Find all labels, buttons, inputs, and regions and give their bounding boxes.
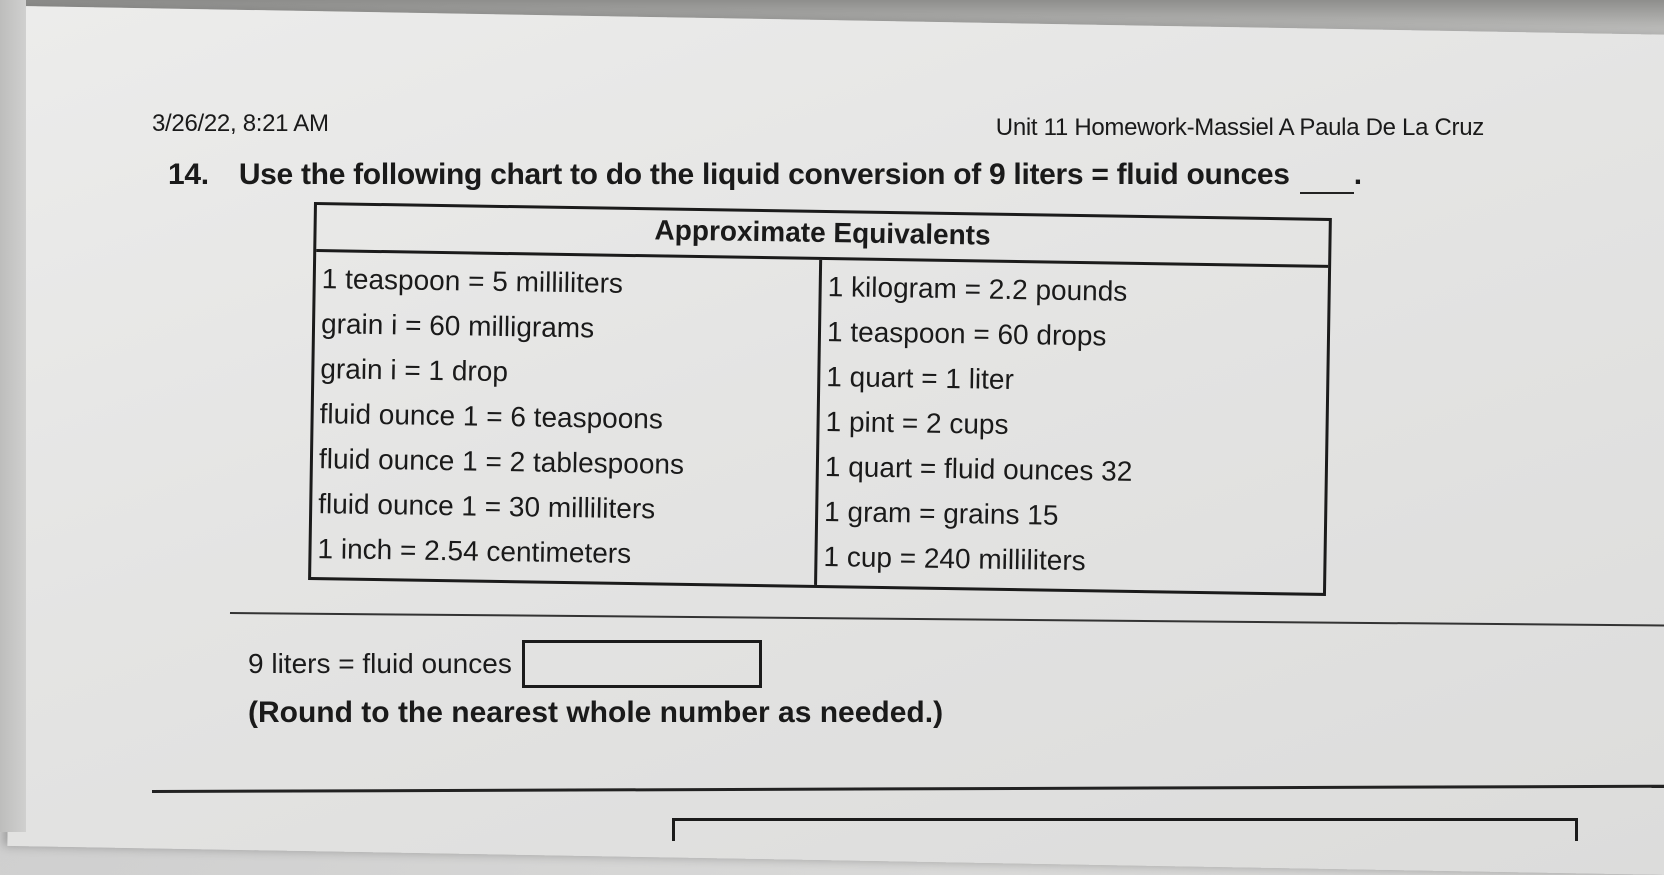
table-cell: 1 quart = fluid ounces 32 <box>824 451 1133 487</box>
table-cell: 1 kilogram = 2.2 pounds <box>827 271 1128 307</box>
page-title: Unit 11 Homework-Massiel A Paula De La Cruz <box>995 114 1484 141</box>
table-cell: 1 gram = grains 15 <box>823 496 1059 531</box>
table-cell: 1 inch = 2.54 centimeters <box>317 533 632 570</box>
table-cell: 1 cup = 240 milliliters <box>823 541 1086 577</box>
table-column-left <box>311 252 822 585</box>
paper-left-edge <box>0 0 26 832</box>
table-cell: fluid ounce 1 = 2 tablespoons <box>318 443 685 480</box>
question-text: Use the following chart to do the liquid conversion of 9 liters = fluid ounces <box>238 158 1290 191</box>
table-cell: fluid ounce 1 = 6 teaspoons <box>319 398 664 435</box>
table-cell: 1 quart = 1 liter <box>826 361 1015 396</box>
rounding-hint: (Round to the nearest whole number as needed.) <box>248 696 944 729</box>
table-body <box>311 252 1328 593</box>
question-period: . <box>1353 158 1362 191</box>
table-cell: fluid ounce 1 = 30 milliliters <box>318 488 656 525</box>
answer-label: 9 liters = fluid ounces <box>248 648 512 679</box>
table-cell: 1 teaspoon = 5 milliliters <box>321 263 624 299</box>
table-column-right <box>817 260 1328 593</box>
table-cell: grain i = 1 drop <box>320 353 509 388</box>
table-cell: 1 pint = 2 cups <box>825 406 1009 440</box>
bottom-box-partial <box>672 818 1578 841</box>
print-timestamp: 3/26/22, 8:21 AM <box>152 110 329 137</box>
answer-input[interactable] <box>522 640 762 688</box>
answer-blank-line <box>1300 158 1354 194</box>
equivalents-table <box>308 202 1332 596</box>
table-cell: grain i = 60 milligrams <box>320 308 595 344</box>
question-number: 14. <box>168 158 209 191</box>
answer-row <box>248 640 762 688</box>
question-prompt <box>168 158 1362 194</box>
table-cell: 1 teaspoon = 60 drops <box>826 316 1107 352</box>
table-title: Approximate Equivalents <box>316 205 1329 268</box>
